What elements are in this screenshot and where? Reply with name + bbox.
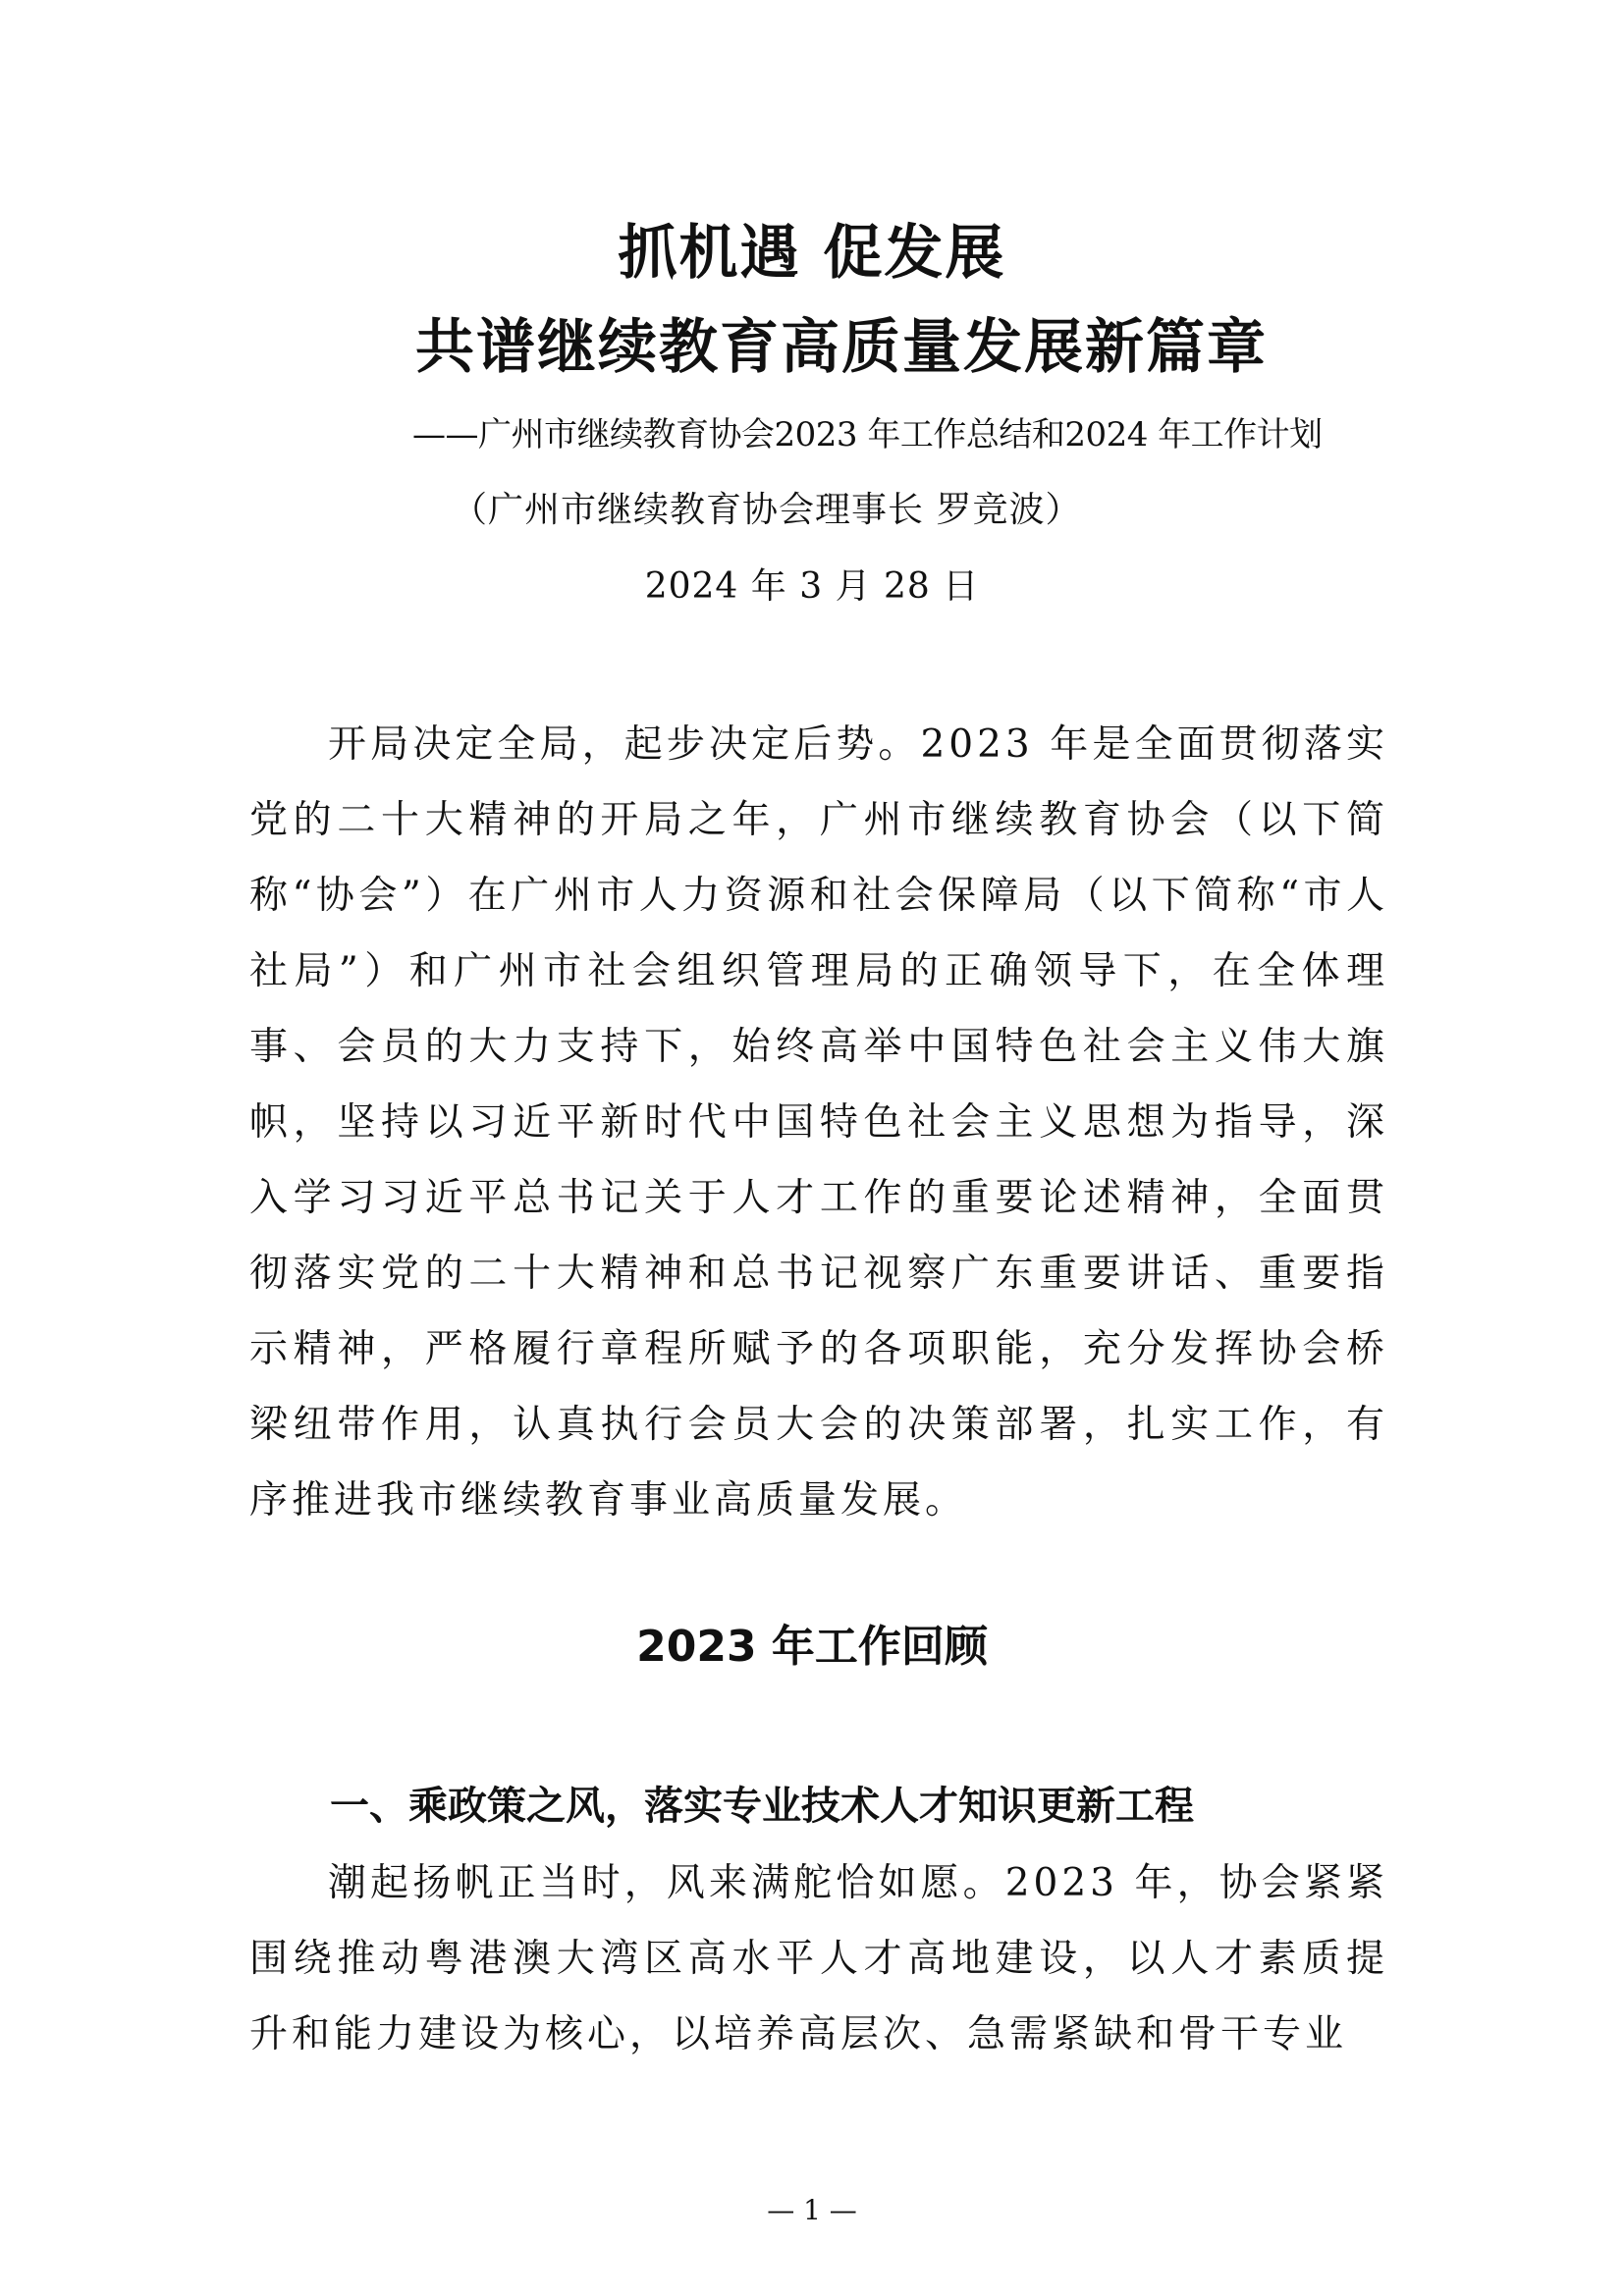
- document-subtitle: ——广州市继续教育协会2023 年工作总结和2024 年工作计划: [412, 415, 1323, 454]
- intro-paragraph: 开局决定全局，起步决定后势。2023 年是全面贯彻落实党的二十大精神的开局之年，广州市继续教育协会（以下简称“协会”）在广州市人力资源和社会保障局（以下简称“市人社局”）和广州市社会组织管理局的正确领导下，在全体理事、会员的大力支持下，始终高举中国特色社会主义伟大旗帜，坚持以习近平新时代中国特色社会主义思想为指导，深入学习习近平总书记关于人才工作的重要论述精神，全面贯彻落实党的二十大精神和总书记视察广东重要讲话、重要指示精神，严格履行章程所赋予的各项职能，充分发挥协会桥梁纽带作用，认真执行会员大会的决策部署，扎实工作，有序推进我市继续教育事业高质量发展。: [249, 722, 1388, 1522]
- document-title-line1: 抓机遇 促发展: [618, 219, 1006, 288]
- page-number: — 1 —: [767, 2194, 857, 2226]
- subsection-heading: 一、乘政策之风，落实专业技术人才知识更新工程: [330, 1784, 1194, 1829]
- document-author: （广州市继续教育协会理事长 罗竞波）: [452, 490, 1082, 530]
- body-paragraph: 潮起扬帆正当时，风来满舵恰如愿。2023 年，协会紧紧围绕推动粤港澳大湾区高水平人才高地建设，以人才素质提升和能力建设为核心，以培养高层次、急需紧缺和骨干专业: [249, 1861, 1388, 2056]
- document-title-line2: 共谱继续教育高质量发展新篇章: [415, 313, 1268, 382]
- section-heading: 2023 年工作回顾: [636, 1622, 988, 1672]
- document-date: 2024 年 3 月 28 日: [644, 566, 980, 607]
